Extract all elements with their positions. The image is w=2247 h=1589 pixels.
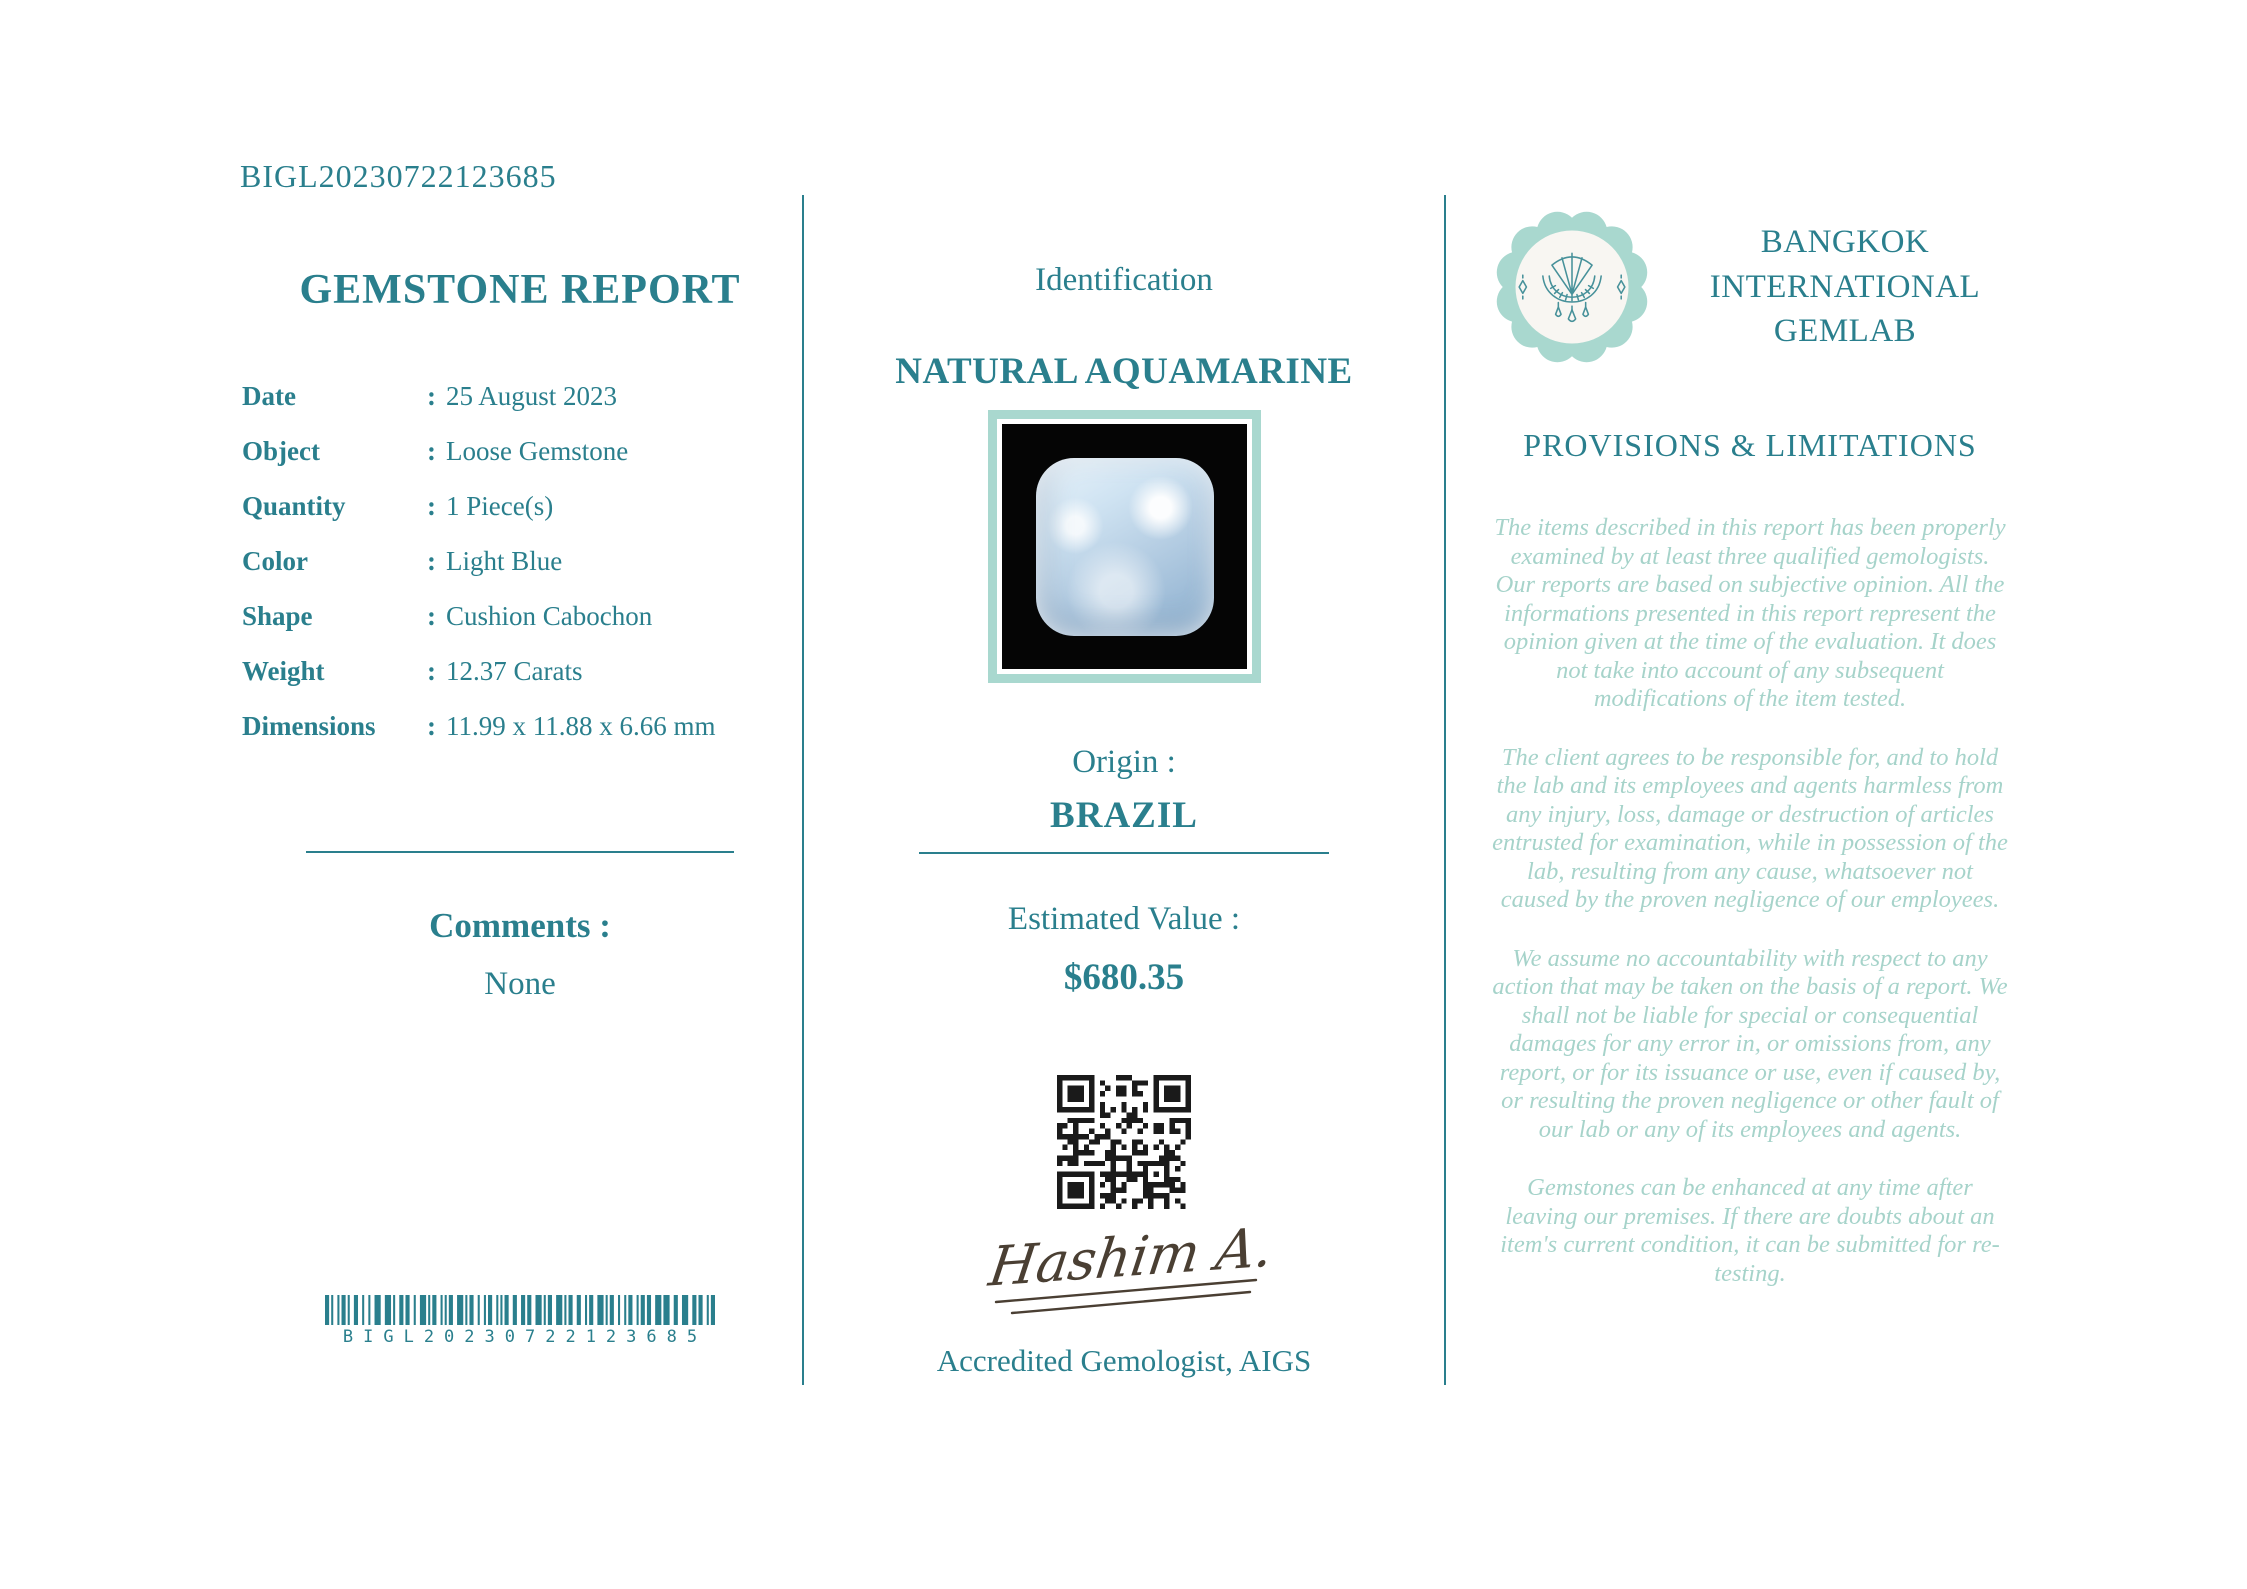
- signature-text: Hashim A.: [985, 1214, 1278, 1299]
- provisions-text: [1490, 514, 2010, 1288]
- lab-name: BANGKOK INTERNATIONAL GEMLAB: [1709, 223, 1981, 350]
- detail-value: Loose Gemstone: [446, 436, 629, 466]
- table-row: [242, 479, 802, 534]
- report-title: GEMSTONE REPORT: [299, 267, 741, 313]
- identification-column: [803, 0, 1445, 1589]
- signature-underline: [1012, 1292, 1250, 1313]
- table-row: [242, 589, 802, 644]
- estimated-value: $680.35: [1063, 957, 1185, 998]
- table-row: [242, 424, 802, 479]
- gem-stone-image: [1036, 458, 1214, 636]
- lab-logo-badge-icon: [1490, 205, 1654, 369]
- detail-label: Date: [242, 381, 296, 411]
- detail-colon: :: [427, 381, 436, 411]
- detail-label: Shape: [242, 601, 313, 631]
- detail-value: 11.99 x 11.88 x 6.66 mm: [446, 711, 716, 741]
- detail-value: Light Blue: [446, 546, 563, 576]
- gem-photo: [988, 410, 1261, 683]
- report-column: [240, 0, 800, 1589]
- qr-code-icon: [1057, 1075, 1191, 1209]
- detail-value: Cushion Cabochon: [446, 601, 653, 631]
- table-row: [242, 369, 802, 424]
- report-number: BIGL20230722123685: [240, 158, 557, 194]
- detail-colon: :: [427, 546, 436, 576]
- detail-colon: :: [427, 601, 436, 631]
- detail-colon: :: [427, 656, 436, 686]
- gem-name: NATURAL AQUAMARINE: [895, 351, 1353, 392]
- provision-paragraph: The client agrees to be responsible for, and to hold the lab and its employees and agents harmless from any injury, loss, damage or destruction of articles entrusted for examination, while in possession of the lab, resulting from any cause, whatsoever not caused by the proven negligence of our employees.: [1492, 743, 2008, 913]
- gem-details-table: [242, 369, 802, 754]
- origin-value: BRAZIL: [1050, 795, 1198, 836]
- section-divider: [919, 852, 1329, 854]
- estimated-value-label: Estimated Value :: [1007, 901, 1241, 937]
- provision-paragraph: The items described in this report has been properly examined by at least three qualified gemologists. Our reports are based on subjective opinion. All the informations presented in this report represent the opinion given at the time of the evaluation. It does not take into account of any subsequent modifications of the item tested.: [1494, 514, 2006, 712]
- origin-label: Origin :: [1072, 744, 1176, 780]
- table-row: [242, 699, 802, 754]
- provision-paragraph: We assume no accountability with respect to any action that may be taken on the basis of a report. We shall not be liable for special or consequential damages for any error in, or omissions from, any report, or for its issuance or use, even if caused by, or resulting the proven negligence or other fault of our lab or any of its employees and agents.: [1492, 944, 2008, 1143]
- detail-colon: :: [427, 436, 436, 466]
- lab-header: [1490, 205, 2010, 369]
- table-row: [242, 644, 802, 699]
- detail-label: Object: [242, 436, 320, 466]
- section-divider: [306, 851, 734, 853]
- provision-paragraph: Gemstones can be enhanced at any time after leaving our premises. If there are doubts about an item's current condition, it can be submitted for re-testing.: [1500, 1174, 2000, 1287]
- table-row: [242, 534, 802, 589]
- detail-value: 25 August 2023: [446, 381, 618, 411]
- signature-icon: [954, 1210, 1294, 1328]
- detail-colon: :: [427, 711, 436, 741]
- detail-label: Weight: [242, 656, 325, 686]
- gemologist-credential: Accredited Gemologist, AIGS: [936, 1343, 1312, 1378]
- provisions-heading: PROVISIONS & LIMITATIONS: [1523, 427, 1977, 463]
- detail-value: 1 Piece(s): [446, 491, 554, 521]
- comments-label: Comments :: [429, 906, 611, 945]
- comments-value: None: [484, 966, 556, 1002]
- barcode-bars-icon: [325, 1295, 715, 1325]
- signature: [954, 1210, 1294, 1328]
- detail-label: Quantity: [242, 491, 346, 521]
- identification-heading: Identification: [1035, 262, 1213, 298]
- qr-code: [1057, 1075, 1191, 1209]
- lab-column: [1490, 205, 2010, 1318]
- detail-value: 12.37 Carats: [446, 656, 583, 686]
- detail-colon: :: [427, 491, 436, 521]
- barcode: [325, 1295, 715, 1347]
- gem-photo-background: [1002, 424, 1247, 669]
- detail-label: Color: [242, 546, 308, 576]
- barcode-text: BIGL20230722123685: [342, 1327, 708, 1347]
- detail-label: Dimensions: [242, 711, 376, 741]
